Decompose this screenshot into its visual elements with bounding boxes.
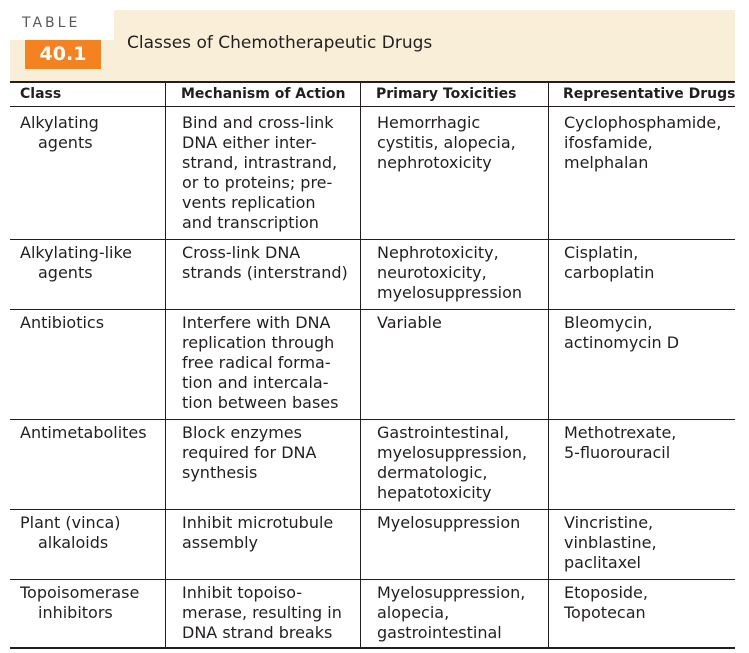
cell-line: myelosuppression [377,283,523,302]
cell-line: Topoisomerase [20,583,140,602]
cell-line: required for DNA [182,443,317,462]
cell-line: Nephrotoxicity, [377,243,499,262]
table-cell-class [20,113,99,153]
table-bottom-rule [10,647,735,649]
row-divider [10,239,735,240]
table-cell-toxicities [377,513,520,533]
column-header-drugs: Representative Drugs [563,86,736,102]
cell-line: DNA strand breaks [182,623,333,642]
cell-line: strand, intrastrand, [182,153,338,172]
cell-line: Myelosuppression, [377,583,526,602]
table-cell-drugs [564,513,657,573]
table-cell-drugs [564,113,721,173]
cell-line: Alkylating [20,113,99,132]
table-cell-mechanism [182,113,337,233]
table-cell-class [20,423,147,443]
column-divider [360,83,361,647]
cell-line: Antibiotics [20,313,105,332]
cell-line: DNA either inter- [182,133,317,152]
cell-line: Bind and cross-link [182,113,334,132]
cell-line: Variable [377,313,442,332]
cell-line: Cisplatin, [564,243,639,262]
column-divider [548,83,549,647]
cell-line: hepatotoxicity [377,483,492,502]
cell-line: Methotrexate, [564,423,677,442]
cell-line: Topotecan [564,603,646,622]
cell-line: actinomycin D [564,333,680,352]
cell-line: alopecia, [377,603,450,622]
cell-line: alkaloids [38,533,109,552]
cell-line: Cyclophosphamide, [564,113,722,132]
table-cell-toxicities [377,313,442,333]
cell-line: tion and intercala- [182,373,329,392]
cell-line: assembly [182,533,258,552]
cell-line: 5-fluorouracil [564,443,671,462]
table-title: Classes of Chemotherapeutic Drugs [127,33,433,53]
column-header-toxicities: Primary Toxicities [376,86,517,102]
table-cell-toxicities [377,113,516,173]
table-cell-mechanism [182,313,338,413]
cell-line: Myelosuppression [377,513,521,532]
cell-line: and transcription [182,213,319,232]
header-top-rule [10,81,735,83]
row-divider [10,419,735,420]
cell-line: Gastrointestinal, [377,423,510,442]
cell-line: Cross-link DNA [182,243,301,262]
table-number-badge: 40.1 [25,40,101,69]
cell-line: Plant (vinca) [20,513,121,532]
cell-line: Inhibit microtubule [182,513,334,532]
cell-line: carboplatin [564,263,655,282]
cell-line: strands (interstrand) [182,263,348,282]
cell-line: Bleomycin, [564,313,653,332]
cell-line: ifosfamide, [564,133,653,152]
cell-line: replication through [182,333,335,352]
cell-line: merase, resulting in [182,603,342,622]
cell-line: Hemorrhagic [377,113,481,132]
cell-line: Antimetabolites [20,423,147,442]
cell-line: agents [38,263,93,282]
cell-line: agents [38,133,93,152]
table-cell-toxicities [377,583,525,643]
cell-line: Interfere with DNA [182,313,331,332]
cell-line: Alkylating-like [20,243,133,262]
cell-line: melphalan [564,153,649,172]
row-divider [10,509,735,510]
cell-line: inhibitors [38,603,113,622]
cell-line: nephrotoxicity [377,153,492,172]
cell-line: synthesis [182,463,258,482]
table-cell-mechanism [182,583,342,643]
table-cell-toxicities [377,423,527,503]
table-cell-class [20,583,139,623]
table-cell-drugs [564,583,648,623]
cell-line: vents replication [182,193,316,212]
cell-line: Etoposide, [564,583,648,602]
cell-line: Inhibit topoiso- [182,583,303,602]
table-tag-word: TABLE [22,15,81,31]
cell-line: gastrointestinal [377,623,502,642]
cell-line: neurotoxicity, [377,263,487,282]
column-header-mechanism: Mechanism of Action [181,86,346,102]
cell-line: or to proteins; pre- [182,173,333,192]
cell-line: paclitaxel [564,553,641,572]
cell-line: myelosuppression, [377,443,528,462]
table-cell-mechanism [182,513,333,553]
cell-line: Block enzymes [182,423,302,442]
table-cell-class [20,243,132,283]
row-divider [10,579,735,580]
column-header-class: Class [20,86,62,102]
column-divider [165,83,166,647]
table-cell-mechanism [182,423,316,483]
table-cell-drugs [564,313,679,353]
table-cell-mechanism [182,243,348,283]
row-divider [10,309,735,310]
table-cell-toxicities [377,243,522,303]
cell-line: Vincristine, [564,513,654,532]
table-cell-drugs [564,423,676,463]
cell-line: cystitis, alopecia, [377,133,516,152]
table-cell-class [20,313,104,333]
cell-line: dermatologic, [377,463,488,482]
table-cell-class [20,513,121,553]
header-bottom-rule [10,106,735,107]
table-cell-drugs [564,243,654,283]
cell-line: vinblastine, [564,533,657,552]
cell-line: free radical forma- [182,353,331,372]
cell-line: tion between bases [182,393,339,412]
